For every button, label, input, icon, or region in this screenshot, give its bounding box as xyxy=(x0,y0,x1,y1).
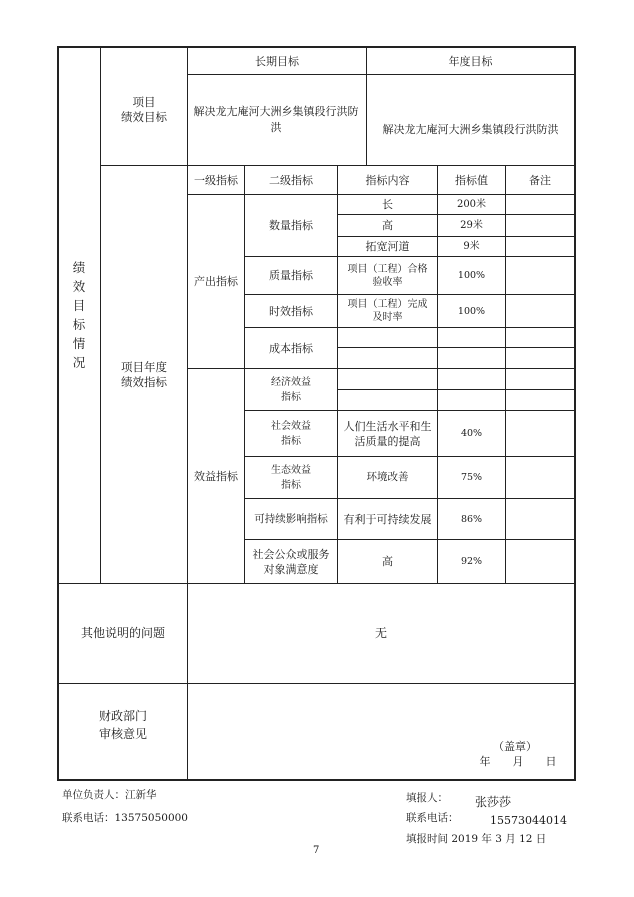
row-value: 92% xyxy=(460,556,483,567)
row-content: 高 xyxy=(382,555,393,568)
output-indicator-label: 产出指标 xyxy=(194,275,238,288)
reporter-phone-label: 联系电话： xyxy=(406,812,459,824)
reporter-name: 张莎莎 xyxy=(475,795,512,809)
row-value: 40% xyxy=(460,428,483,439)
quality-indicator-label: 质量指标 xyxy=(269,269,313,282)
other-issues-label: 其他说明的问题 xyxy=(80,626,165,640)
reporter-label: 填报人： xyxy=(406,792,448,804)
long-term-header: 长期目标 xyxy=(255,54,299,68)
annual-header: 年度目标 xyxy=(448,54,493,68)
reporter-phone-value: 15573044014 xyxy=(490,814,567,827)
annual-text: 解决龙尢庵河大洲乡集镇段行洪防洪 xyxy=(382,122,559,136)
long-term-text: 解决龙尢庵河大洲乡集镇段行洪防洪 xyxy=(193,105,359,134)
row-value: 86% xyxy=(460,513,483,525)
row-content: 人们生活水平和生 活质量的提高 xyxy=(343,419,432,448)
row-value: 9米 xyxy=(463,241,480,252)
section-label: 绩效目标情况 xyxy=(72,260,86,370)
sustain-indicator-label: 可持续影响指标 xyxy=(254,512,328,525)
other-issues-value: 无 xyxy=(374,626,387,640)
seal-text: （盖章） xyxy=(493,739,537,753)
row-content: 环境改善 xyxy=(366,471,409,483)
social-indicator-label: 社会效益 指标 xyxy=(271,420,311,447)
row-content: 长 xyxy=(382,198,393,211)
row-value: 100% xyxy=(457,270,486,281)
header-level1: 一级指标 xyxy=(194,173,238,187)
benefit-indicator-label: 效益指标 xyxy=(194,469,238,483)
row-content: 项目（工程）合格 验收率 xyxy=(347,263,428,288)
row-value: 200米 xyxy=(456,199,487,210)
header-remark: 备注 xyxy=(529,173,551,187)
time-indicator-label: 时效指标 xyxy=(269,304,313,318)
row-value: 75% xyxy=(460,472,483,483)
row-content: 高 xyxy=(382,219,393,232)
finance-review-label: 财政部门 审核意见 xyxy=(98,709,147,741)
report-time: 填报时间 2019 年 3 月 12 日 xyxy=(406,833,547,845)
header-level2: 二级指标 xyxy=(269,173,313,187)
page-number: 7 xyxy=(313,845,320,856)
goal-label: 项目 绩效目标 xyxy=(121,94,167,124)
satisfaction-indicator-label: 社会公众或服务 对象满意度 xyxy=(252,547,330,576)
indicator-label: 项目年度 绩效指标 xyxy=(121,360,167,389)
row-value: 29米 xyxy=(460,220,483,231)
header-value: 指标值 xyxy=(455,173,488,187)
unit-head: 单位负责人：江新华 xyxy=(62,789,157,801)
header-content: 指标内容 xyxy=(365,173,410,187)
row-content: 项目（工程）完成 及时率 xyxy=(347,299,428,323)
date-text: 年 月 日 xyxy=(479,754,557,768)
row-content: 有利于可持续发展 xyxy=(343,512,432,526)
eco-indicator-label: 生态效益 指标 xyxy=(271,464,311,491)
row-value: 100% xyxy=(457,305,486,317)
economic-indicator-label: 经济效益 指标 xyxy=(271,376,311,403)
unit-phone: 联系电话：13575050000 xyxy=(62,812,188,824)
row-content: 拓宽河道 xyxy=(365,240,410,253)
quantity-indicator-label: 数量指标 xyxy=(269,219,313,232)
cost-indicator-label: 成本指标 xyxy=(269,341,313,355)
